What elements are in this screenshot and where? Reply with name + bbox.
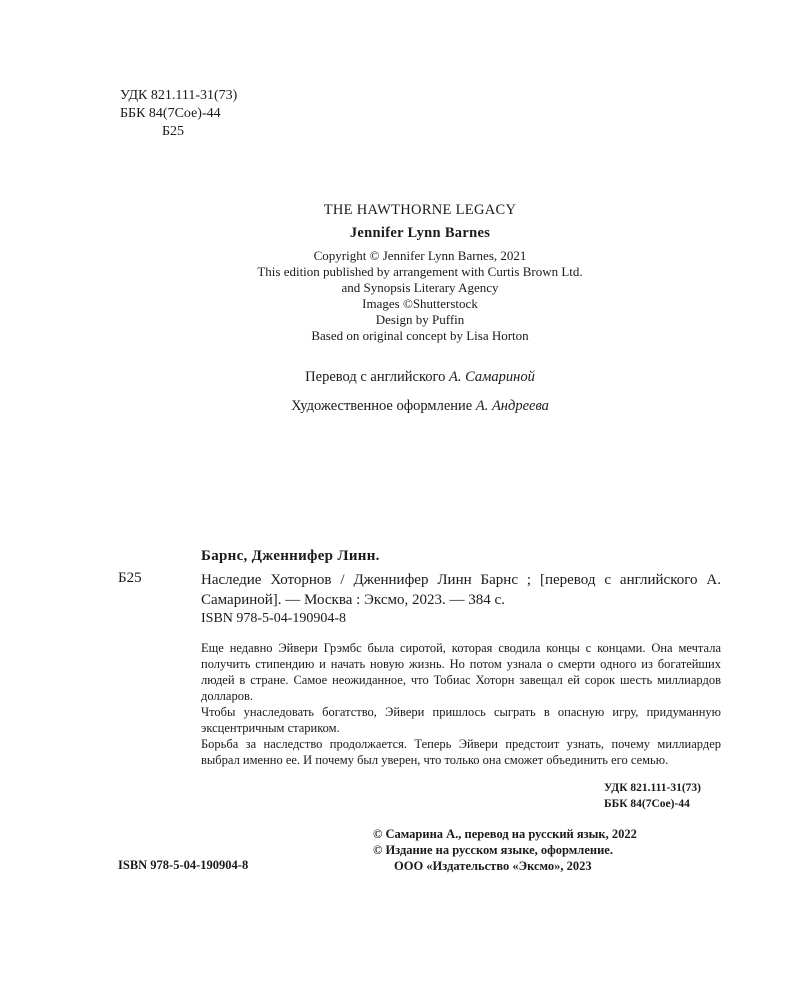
rights-block: [373, 826, 637, 874]
annotation-paragraph: Чтобы унаследовать богатство, Эйвери пришлось сыграть в опасную игру, придуманную эксцентричным стариком.: [201, 705, 721, 735]
art-credit: [0, 398, 800, 415]
copyright-line: Based on original concept by Lisa Horton: [311, 328, 529, 343]
bbk-code-footer: ББК 84(7Сое)-44: [604, 798, 690, 810]
annotation-paragraph: Борьба за наследство продолжается. Теперь Эйвери предстоит узнать, почему миллиардер выбрал именно ее. И почему был уверен, что только она сможет объединить его семью.: [201, 737, 721, 767]
copyright-line: This edition published by arrangement with Curtis Brown Ltd.: [257, 264, 583, 279]
copyright-line: Images ©Shutterstock: [362, 296, 478, 311]
classification-footer: [604, 780, 701, 812]
translator-name: А. Самариной: [449, 369, 535, 385]
art-label: Художественное оформление: [291, 398, 473, 414]
author-sign: Б25: [162, 124, 185, 139]
udk-code-footer: УДК 821.111-31(73): [604, 782, 701, 794]
copyright-line: Copyright © Jennifer Lynn Barnes, 2021: [313, 248, 527, 263]
catalog-isbn: ISBN 978-5-04-190904-8: [201, 611, 347, 626]
catalog-title-statement: Наследие Хоторнов / Дженнифер Линн Барнс ; [перевод с английского А. Самариной]. — Москва : Эксмо, 2023. — 384 с.: [201, 572, 721, 608]
annotation-paragraph: Еще недавно Эйвери Грэмбс была сиротой, которая сводила концы с концами. Она мечтала получить стипендию и начать новую жизнь. Но потом узнала о смерти одного из богатейших людей в стране. Самое неожиданное, что Тобиас Хоторн завещал ей сорок шесть миллиардов долларов.: [201, 641, 721, 703]
original-title: THE HAWTHORNE LEGACY: [323, 202, 517, 218]
copyright-line: Design by Puffin: [375, 312, 465, 327]
original-author: Jennifer Lynn Barnes: [349, 225, 491, 241]
copyright-line: and Synopsis Literary Agency: [341, 280, 499, 295]
annotation: [201, 640, 721, 768]
translation-credit: [0, 369, 800, 386]
translation-label: Перевод с английского: [305, 369, 446, 385]
artist-name: А. Андреева: [475, 398, 549, 414]
classification-header: [120, 87, 237, 141]
publisher-rights: ООО «Издательство «Эксмо», 2023: [394, 859, 592, 873]
edition-rights: © Издание на русском языке, оформление.: [373, 843, 613, 857]
bbk-code: ББК 84(7Сое)-44: [120, 106, 221, 121]
catalog-author-heading: Барнс, Дженнифер Линн.: [201, 548, 380, 564]
udk-code: УДК 821.111-31(73): [120, 88, 238, 103]
copyright-block: [0, 248, 800, 344]
catalog-author-sign: Б25: [118, 570, 142, 586]
translation-rights: © Самарина А., перевод на русский язык, 2022: [373, 827, 637, 841]
footer-isbn: ISBN 978-5-04-190904-8: [118, 858, 249, 872]
